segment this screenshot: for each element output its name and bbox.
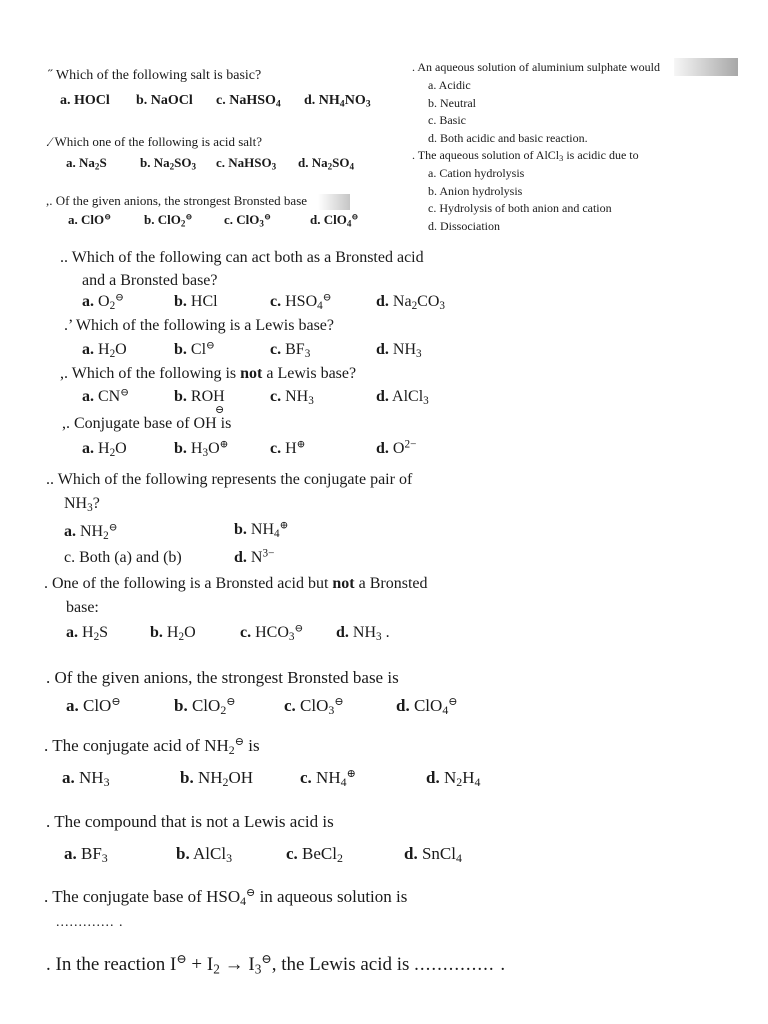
option-b: b. ROH [174, 388, 225, 405]
option-d: d. $Na_2CO_3$ [376, 293, 445, 312]
option-d: d. SnCl$_4$ [404, 844, 462, 865]
question-9: . One of the following is a Bronsted acid but not a Bronsted base: [44, 572, 428, 620]
answer-blank: .............. . [414, 954, 507, 975]
right-question-1-options [428, 77, 588, 147]
option-b: b. AlCl$_3$ [176, 844, 233, 865]
option-c: c. NaHSO$_3$ [216, 155, 277, 172]
option-a: a. $H_2O$ [82, 341, 127, 360]
question-7-text: Conjugate base of OH is [74, 415, 232, 432]
option-d: d. $NH_3$ [376, 341, 422, 360]
option-d: d. ClO$_4$⊖ [310, 211, 359, 229]
option-d: d. $NH_3$ . [336, 624, 390, 643]
option-a: a. Cation hydrolysis [428, 166, 525, 180]
option-a: a. CN⊖ [82, 387, 129, 405]
right-question-2: . The aqueous solution of AlCl$_3$ is acidic due to [412, 148, 639, 164]
minus-sign: ⊖ [215, 404, 225, 416]
right-question-2-options [428, 165, 612, 235]
option-c: c. $NH_4^\oplus$ [300, 767, 356, 789]
answer-blank: ............. . [56, 915, 124, 930]
question-5: .’ Which of the following is a Lewis base? [64, 317, 335, 334]
option-c: c. NaHSO$_4$ [216, 93, 281, 110]
option-d: d. $NH_4NO_3$ [304, 93, 371, 110]
option-b: b. ClO$_2$⊖ [144, 211, 193, 229]
option-c: c. $HCO_3^⊖$ [240, 623, 304, 643]
option-a: a. Acidic [428, 78, 471, 92]
right-question-1: . An aqueous solution of aluminium sulphate would [412, 60, 660, 74]
option-d: d. $O^{2-}$ [376, 438, 417, 457]
scan-smudge [674, 58, 738, 76]
scan-smudge [318, 194, 350, 210]
question-4-line2: and a Bronsted base? [82, 272, 218, 289]
option-b: b. HCl [174, 293, 218, 310]
question-9-line2: base: [66, 599, 99, 616]
option-b: b. Cl⊖ [174, 340, 215, 358]
option-a: a. $H_2O$ [82, 440, 127, 459]
option-b: b. $H_3O^\oplus$ [174, 439, 229, 459]
question-2-text: Which one of the following is acid salt? [54, 134, 263, 149]
option-d: d. $N^{3-}$ [234, 547, 275, 566]
question-7: ,. Conjugate base of OH is ⊖ [62, 404, 232, 432]
option-b: b. Neutral [428, 95, 476, 110]
option-d: d. $N_2H_4$ [426, 768, 481, 789]
option-a: a. $Na_2S$ [66, 155, 107, 172]
option-a: a. $NH_3$ [62, 768, 110, 789]
question-1-text: Which of the following salt is basic? [55, 68, 262, 83]
right-question-1-text: An aqueous solution of aluminium sulphate would [417, 60, 660, 74]
question-12-text: The compound that is not a Lewis acid is [54, 812, 334, 831]
question-marker: ˝ [48, 68, 56, 83]
question-3-text: Of the given anions, the strongest Bronsted base [55, 193, 308, 208]
option-a: a. $NH_2^⊖$ [64, 522, 118, 542]
question-1 [48, 68, 261, 84]
option-c: c. $BF_3$ [270, 341, 311, 360]
option-c: c. H⊕ [270, 439, 306, 457]
option-d: d. ClO$_4$⊖ [396, 695, 458, 717]
question-3: ,. Of the given anions, the strongest Bronsted base [46, 193, 308, 208]
option-b: b. NaOCl [136, 93, 193, 108]
question-4-line1: Which of the following can act both as a Bronsted acid [71, 249, 424, 266]
option-a: a. $BF_3$ [64, 844, 108, 865]
option-c: c. Basic [428, 113, 466, 127]
option-d: d. Dissociation [428, 218, 500, 233]
option-c: c. Both (a) and (b) [64, 549, 182, 566]
option-b: b. $H_2O$ [150, 624, 196, 643]
question-11: . The conjugate acid of $NH_2^⊖$ is [44, 735, 260, 757]
right-question-2-text: The aqueous solution of AlCl [417, 148, 560, 162]
option-a: a. $H_2S$ [66, 624, 109, 643]
option-a: a. ClO⊖ [66, 695, 121, 715]
option-d: d. AlCl$_3$ [376, 388, 429, 407]
option-b: b. Anion hydrolysis [428, 183, 523, 198]
question-8-line1: Which of the following represents the conjugate pair of [57, 471, 413, 488]
question-8: .. Which of the following represents the conjugate pair of $NH_3$? [46, 471, 413, 514]
question-13: . The conjugate base of $HSO_4^⊖$ in aqueous solution is ............. . [44, 884, 407, 936]
question-6: ,. Which of the following is not a Lewis base? [60, 365, 357, 382]
option-c: c. ClO$_3$⊖ [284, 695, 344, 717]
option-a: a. $O_2^⊖$ [82, 292, 124, 312]
question-10-text: Of the given anions, the strongest Bronsted base is [54, 668, 399, 687]
option-d: d. $Na_2SO_4$ [298, 155, 355, 172]
question-2: .⁄ Which one of the following is acid salt? [46, 134, 263, 149]
question-14: . In the reaction $I^⊖ + I_2 \to I_3^⊖$, the Lewis acid is .............. . [46, 952, 507, 977]
option-b: b. ClO$_2$⊖ [174, 695, 236, 717]
question-12: . The compound that is not a Lewis acid is [46, 812, 334, 831]
question-4: .. Which of the following can act both as a Bronsted acid and a Bronsted base? [60, 246, 424, 292]
option-a: a. HOCl [60, 93, 110, 108]
option-c: c. $HSO_4^⊖$ [270, 292, 332, 312]
option-c: c. $NH_3$ [270, 388, 314, 407]
option-c: c. Hydrolysis of both anion and cation [428, 201, 612, 215]
question-10: . Of the given anions, the strongest Bronsted base is [46, 668, 399, 687]
option-a: a. ClO⊖ [68, 211, 112, 227]
question-5-text: Which of the following is a Lewis base? [75, 317, 335, 334]
option-c: c. ClO$_3$⊖ [224, 211, 272, 229]
option-c: c. BeCl$_2$ [286, 844, 343, 865]
option-b: b. $NH_4^\oplus$ [234, 520, 289, 540]
option-b: b. $Na_2SO_3$ [140, 155, 197, 172]
option-b: b. $NH_2OH$ [180, 768, 254, 789]
option-d: d. Both acidic and basic reaction. [428, 130, 588, 145]
